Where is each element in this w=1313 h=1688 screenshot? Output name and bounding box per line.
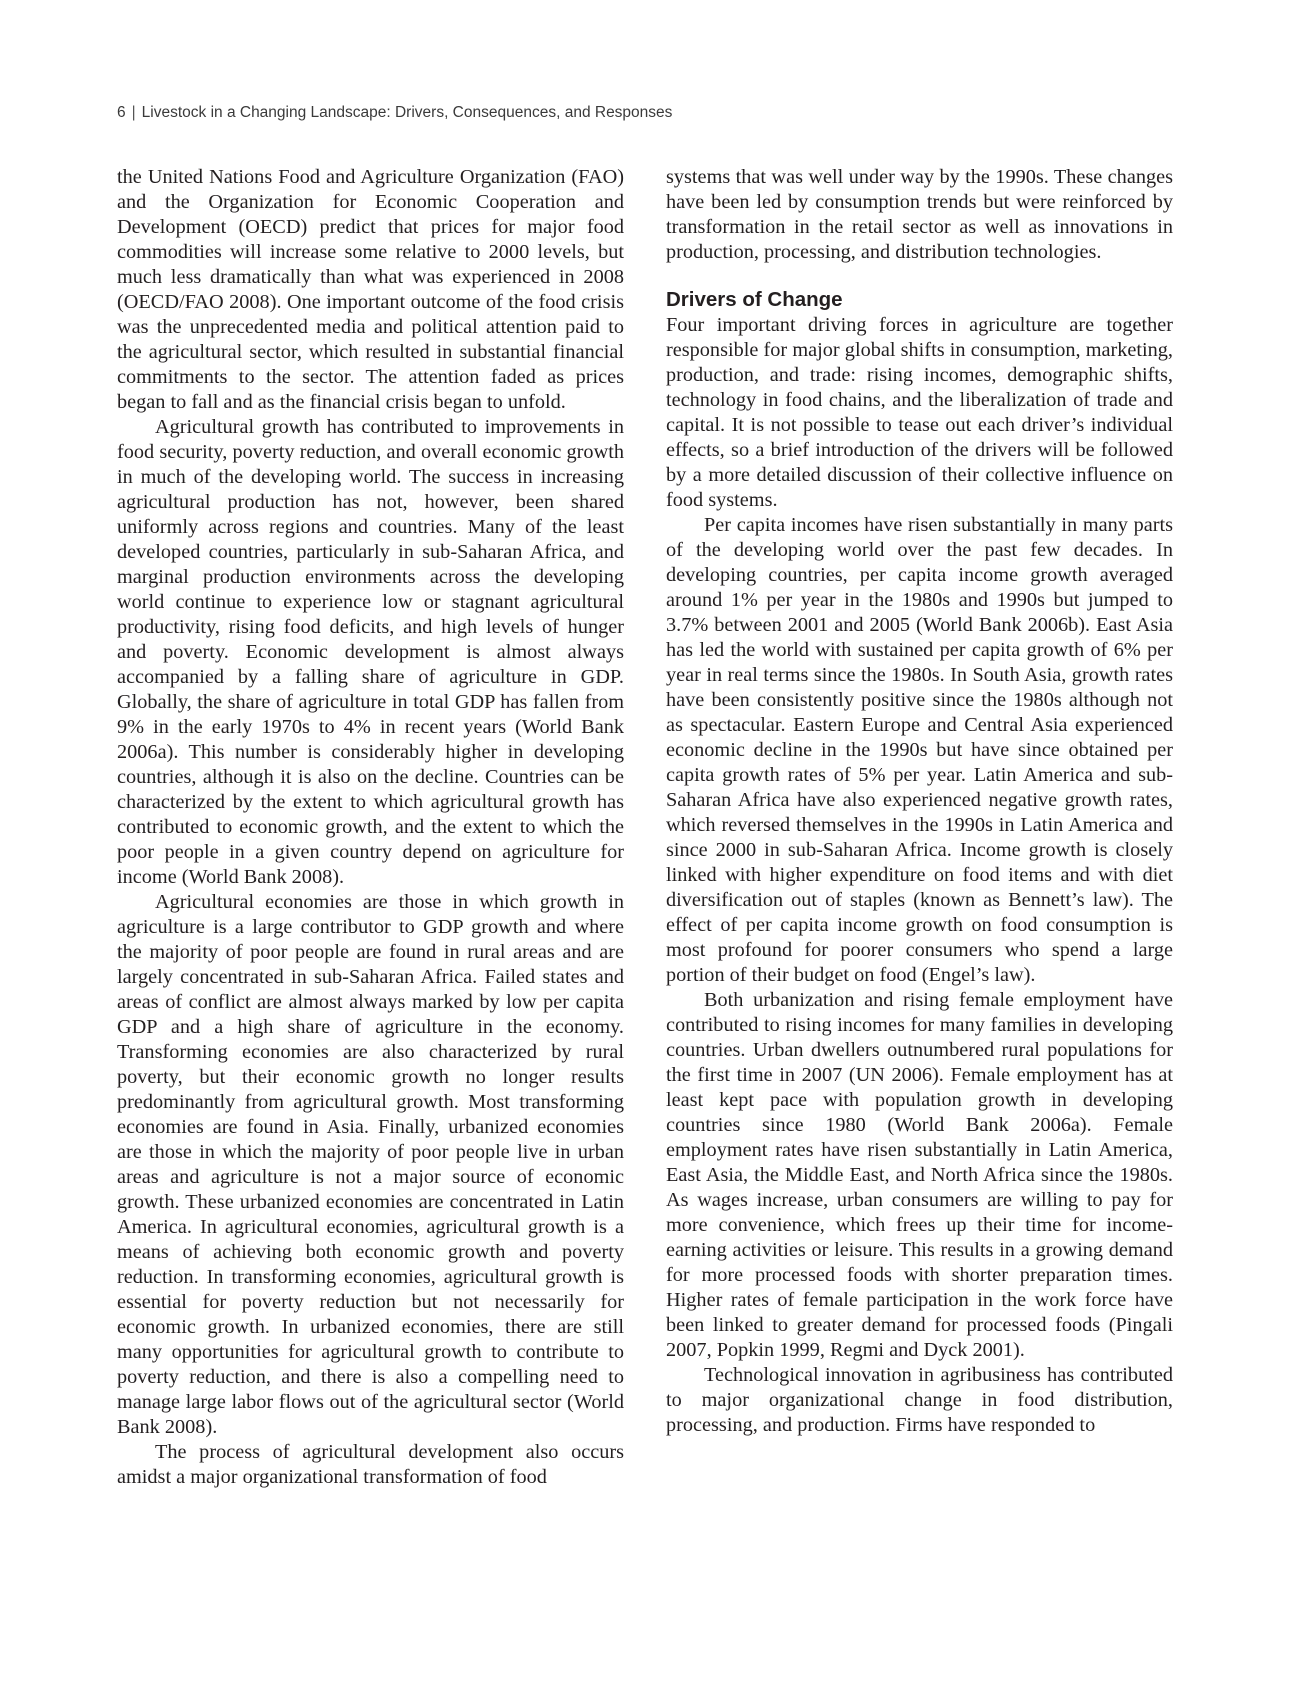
left-column [117,165,624,1490]
paragraph: Agricultural economies are those in which growth in agriculture is a large contributor to GDP growth and where the majority of poor people are found in rural areas and are largely concentrated in sub-Saharan Africa. Failed states and areas of conflict are almost always marked by low per capita GDP and a high share of agriculture in the economy. Transforming economies are also characterized by rural poverty, but their economic growth no longer results predominantly from agricultural growth. Most transforming economies are found in Asia. Finally, urbanized economies are those in which the majority of poor people live in urban areas and agriculture is not a major source of economic growth. These urbanized economies are concentrated in Latin America. In agricultural economies, agricultural growth is a means of achieving both economic growth and poverty reduction. In transforming economies, agricultural growth is essential for poverty reduction but not necessarily for economic growth. In urbanized economies, there are still many opportunities for agricultural growth to contribute to poverty reduction, and there is also a compelling need to manage large labor flows out of the agricultural sector (World Bank 2008). [117,891,624,1438]
paragraph: Technological innovation in agribusiness has contributed to major organizational change in food distribution, processing, and production. Firms have responded to [666,1364,1173,1436]
paragraph: Agricultural growth has contributed to improvements in food security, poverty reduction, and overall economic growth in much of the developing world. The success in increasing agricultural production has not, however, been shared uniformly across regions and countries. Many of the least developed countries, particularly in sub-Saharan Africa, and marginal production environments across the developing world continue to experience low or stagnant agricultural productivity, rising food deficits, and high levels of hunger and poverty. Economic development is almost always accompanied by a falling share of agriculture in GDP. Globally, the share of agriculture in total GDP has fallen from 9% in the early 1970s to 4% in recent years (World Bank 2006a). This number is considerably higher in developing countries, although it is also on the decline. Countries can be characterized by the extent to which agricultural growth has contributed to economic growth, and the extent to which the poor people in a given country depend on agriculture for income (World Bank 2008). [117,416,624,888]
running-head [117,104,672,122]
paragraph: the United Nations Food and Agriculture Organization (FAO) and the Organization for Economic Cooperation and Development (OECD) predict that prices for major food commodities will increase some relative to 2000 levels, but much less dramatically than what was experienced in 2008 (OECD/FAO 2008). One important outcome of the food crisis was the unprecedented media and political attention paid to the agricultural sector, which resulted in substantial financial commitments to the sector. The attention faded as prices began to fall and as the financial crisis began to unfold. [117,166,624,413]
paragraph: systems that was well under way by the 1990s. These changes have been led by consumption trends but were reinforced by transformation in the retail sector as well as innovations in production, processing, and distribution technologies. [666,166,1173,263]
running-head-separator: | [131,104,136,121]
paragraph: Four important driving forces in agriculture are together responsible for major global shifts in consumption, marketing, production, and trade: rising incomes, demographic shifts, technology in food chains, and the liberalization of trade and capital. It is not possible to tease out each driver’s individual effects, so a brief introduction of the drivers will be followed by a more detailed discussion of their collective influence on food systems. [666,314,1173,511]
page-number: 6 [117,104,126,121]
paragraph: Both urbanization and rising female employment have contributed to rising incomes for many families in developing countries. Urban dwellers outnumbered rural populations for the first time in 2007 (UN 2006). Female employment has at least kept pace with population growth in developing countries since 1980 (World Bank 2006a). Female employment rates have risen substantially in Latin America, East Asia, the Middle East, and North Africa since the 1980s. As wages increase, urban consumers are willing to pay for more convenience, which frees up their time for income-earning activities or leisure. This results in a growing demand for more processed foods with shorter preparation times. Higher rates of female participation in the work force have been linked to greater demand for processed foods (Pingali 2007, Popkin 1999, Regmi and Dyck 2001). [666,989,1173,1361]
book-title: Livestock in a Changing Landscape: Drivers, Consequences, and Responses [141,104,673,121]
right-column [666,165,1173,1438]
paragraph: The process of agricultural development also occurs amidst a major organizational transformation of food [117,1441,624,1488]
section-heading: Drivers of Change [666,288,843,311]
paragraph: Per capita incomes have risen substantially in many parts of the developing world over the past few decades. In developing countries, per capita income growth averaged around 1% per year in the 1980s and 1990s but jumped to 3.7% between 2001 and 2005 (World Bank 2006b). East Asia has led the world with sustained per capita growth of 6% per year in real terms since the 1980s. In South Asia, growth rates have been consistently positive since the 1980s although not as spectacular. Eastern Europe and Central Asia experienced economic decline in the 1990s but have since obtained per capita growth rates of 5% per year. Latin America and sub-Saharan Africa have also experienced negative growth rates, which reversed themselves in the 1990s in Latin America and since 2000 in sub-Saharan Africa. Income growth is closely linked with higher expenditure on food items and with diet diversification out of staples (known as Bennett’s law). The effect of per capita income growth on food consumption is most profound for poorer consumers who spend a large portion of their budget on food (Engel’s law). [666,514,1173,986]
